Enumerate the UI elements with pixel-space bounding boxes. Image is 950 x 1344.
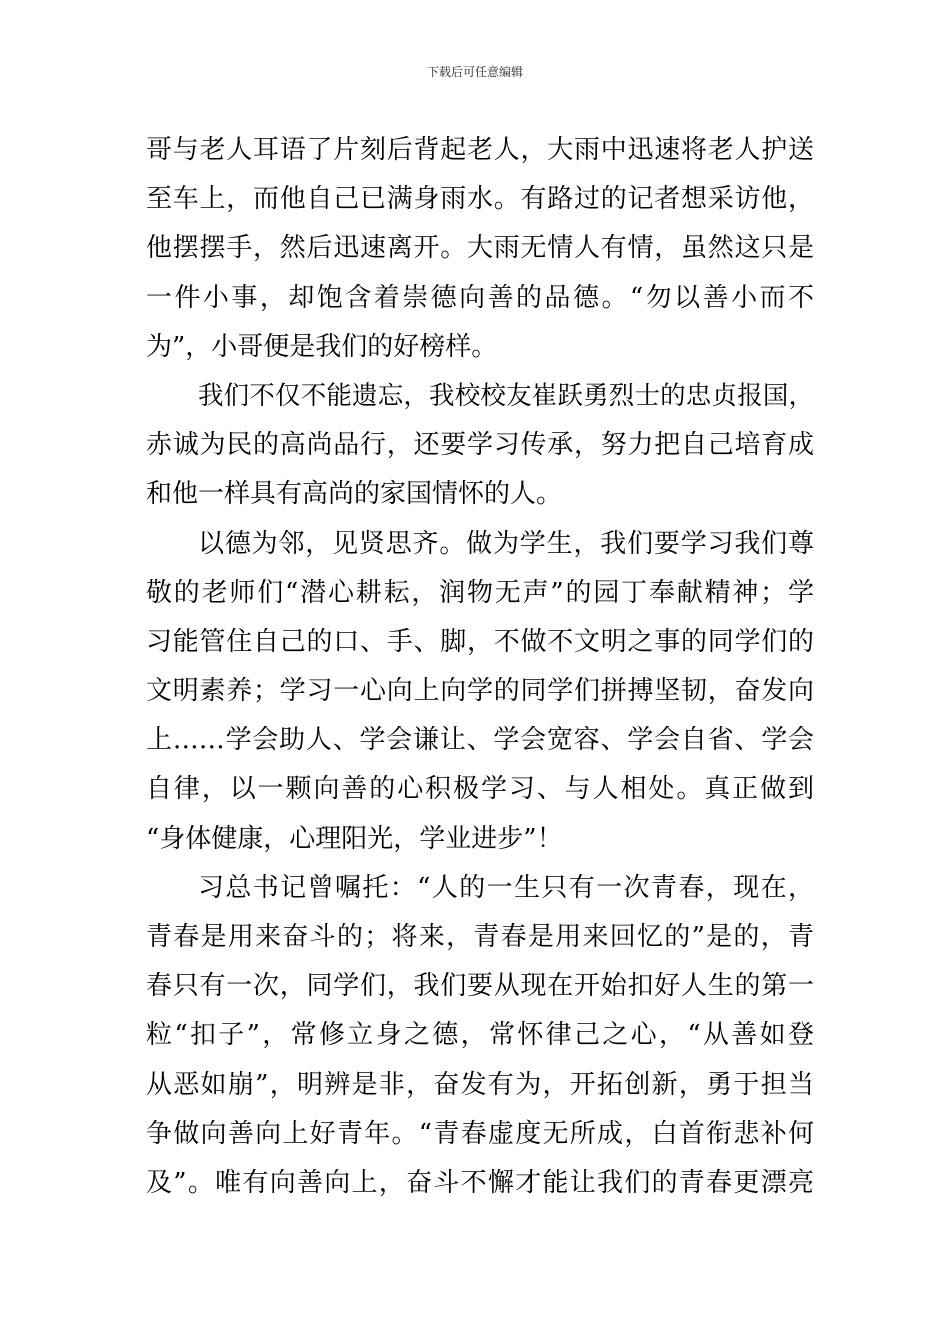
text-line: 我们不仅不能遗忘，我校校友崔跃勇烈士的忠贞报国， bbox=[198, 380, 814, 411]
text-line: 他摆摆手，然后迅速离开。大雨无情人有情，虽然这只是 bbox=[146, 233, 814, 264]
text-line: 习总书记曾嘱托：“人的一生只有一次青春，现在， bbox=[198, 872, 814, 903]
document-body bbox=[146, 126, 814, 1208]
text-line: 上……学会助人、学会谦让、学会宽容、学会自省、学会 bbox=[146, 725, 814, 756]
text-line: 争做向善向上好青年。“青春虚度无所成，白首衔悲补何 bbox=[146, 1118, 814, 1149]
text-line: 敬的老师们“潜心耕耘，润物无声”的园丁奉献精神；学 bbox=[146, 577, 814, 608]
text-line: 春只有一次，同学们，我们要从现在开始扣好人生的第一 bbox=[146, 971, 814, 1002]
text-line: 为”，小哥便是我们的好榜样。 bbox=[146, 331, 498, 362]
text-line: 习能管住自己的口、手、脚，不做不文明之事的同学们的 bbox=[146, 626, 814, 657]
text-line: 文明素养；学习一心向上向学的同学们拼搏坚韧，奋发向 bbox=[146, 676, 814, 707]
text-line: 青春是用来奋斗的；将来，青春是用来回忆的”是的，青 bbox=[146, 922, 814, 952]
text-line: 和他一样具有高尚的家国情怀的人。 bbox=[146, 479, 563, 510]
text-line: 粒“扣子”，常修立身之德，常怀律己之心，“从善如登 bbox=[146, 1020, 814, 1051]
text-line: 赤诚为民的高尚品行，还要学习传承，努力把自己培育成 bbox=[146, 430, 814, 461]
text-line: 一件小事，却饱含着崇德向善的品德。“勿以善小而不 bbox=[146, 282, 814, 313]
text-line: “身体健康，心理阳光，学业进步”！ bbox=[146, 823, 563, 854]
text-line: 自律，以一颗向善的心积极学习、与人相处。真正做到 bbox=[146, 774, 814, 805]
text-line: 及”。唯有向善向上，奋斗不懈才能让我们的青春更漂亮 bbox=[146, 1167, 814, 1198]
text-line: 以德为邻，见贤思齐。做为学生，我们要学习我们尊 bbox=[198, 528, 814, 559]
text-line: 从恶如崩”，明辨是非，奋发有为，开拓创新，勇于担当 bbox=[146, 1069, 814, 1100]
text-line: 哥与老人耳语了片刻后背起老人，大雨中迅速将老人护送 bbox=[146, 135, 814, 165]
text-line: 至车上，而他自己已满身雨水。有路过的记者想采访他， bbox=[146, 184, 814, 215]
page-header: 下载后可任意编辑 bbox=[426, 65, 523, 79]
